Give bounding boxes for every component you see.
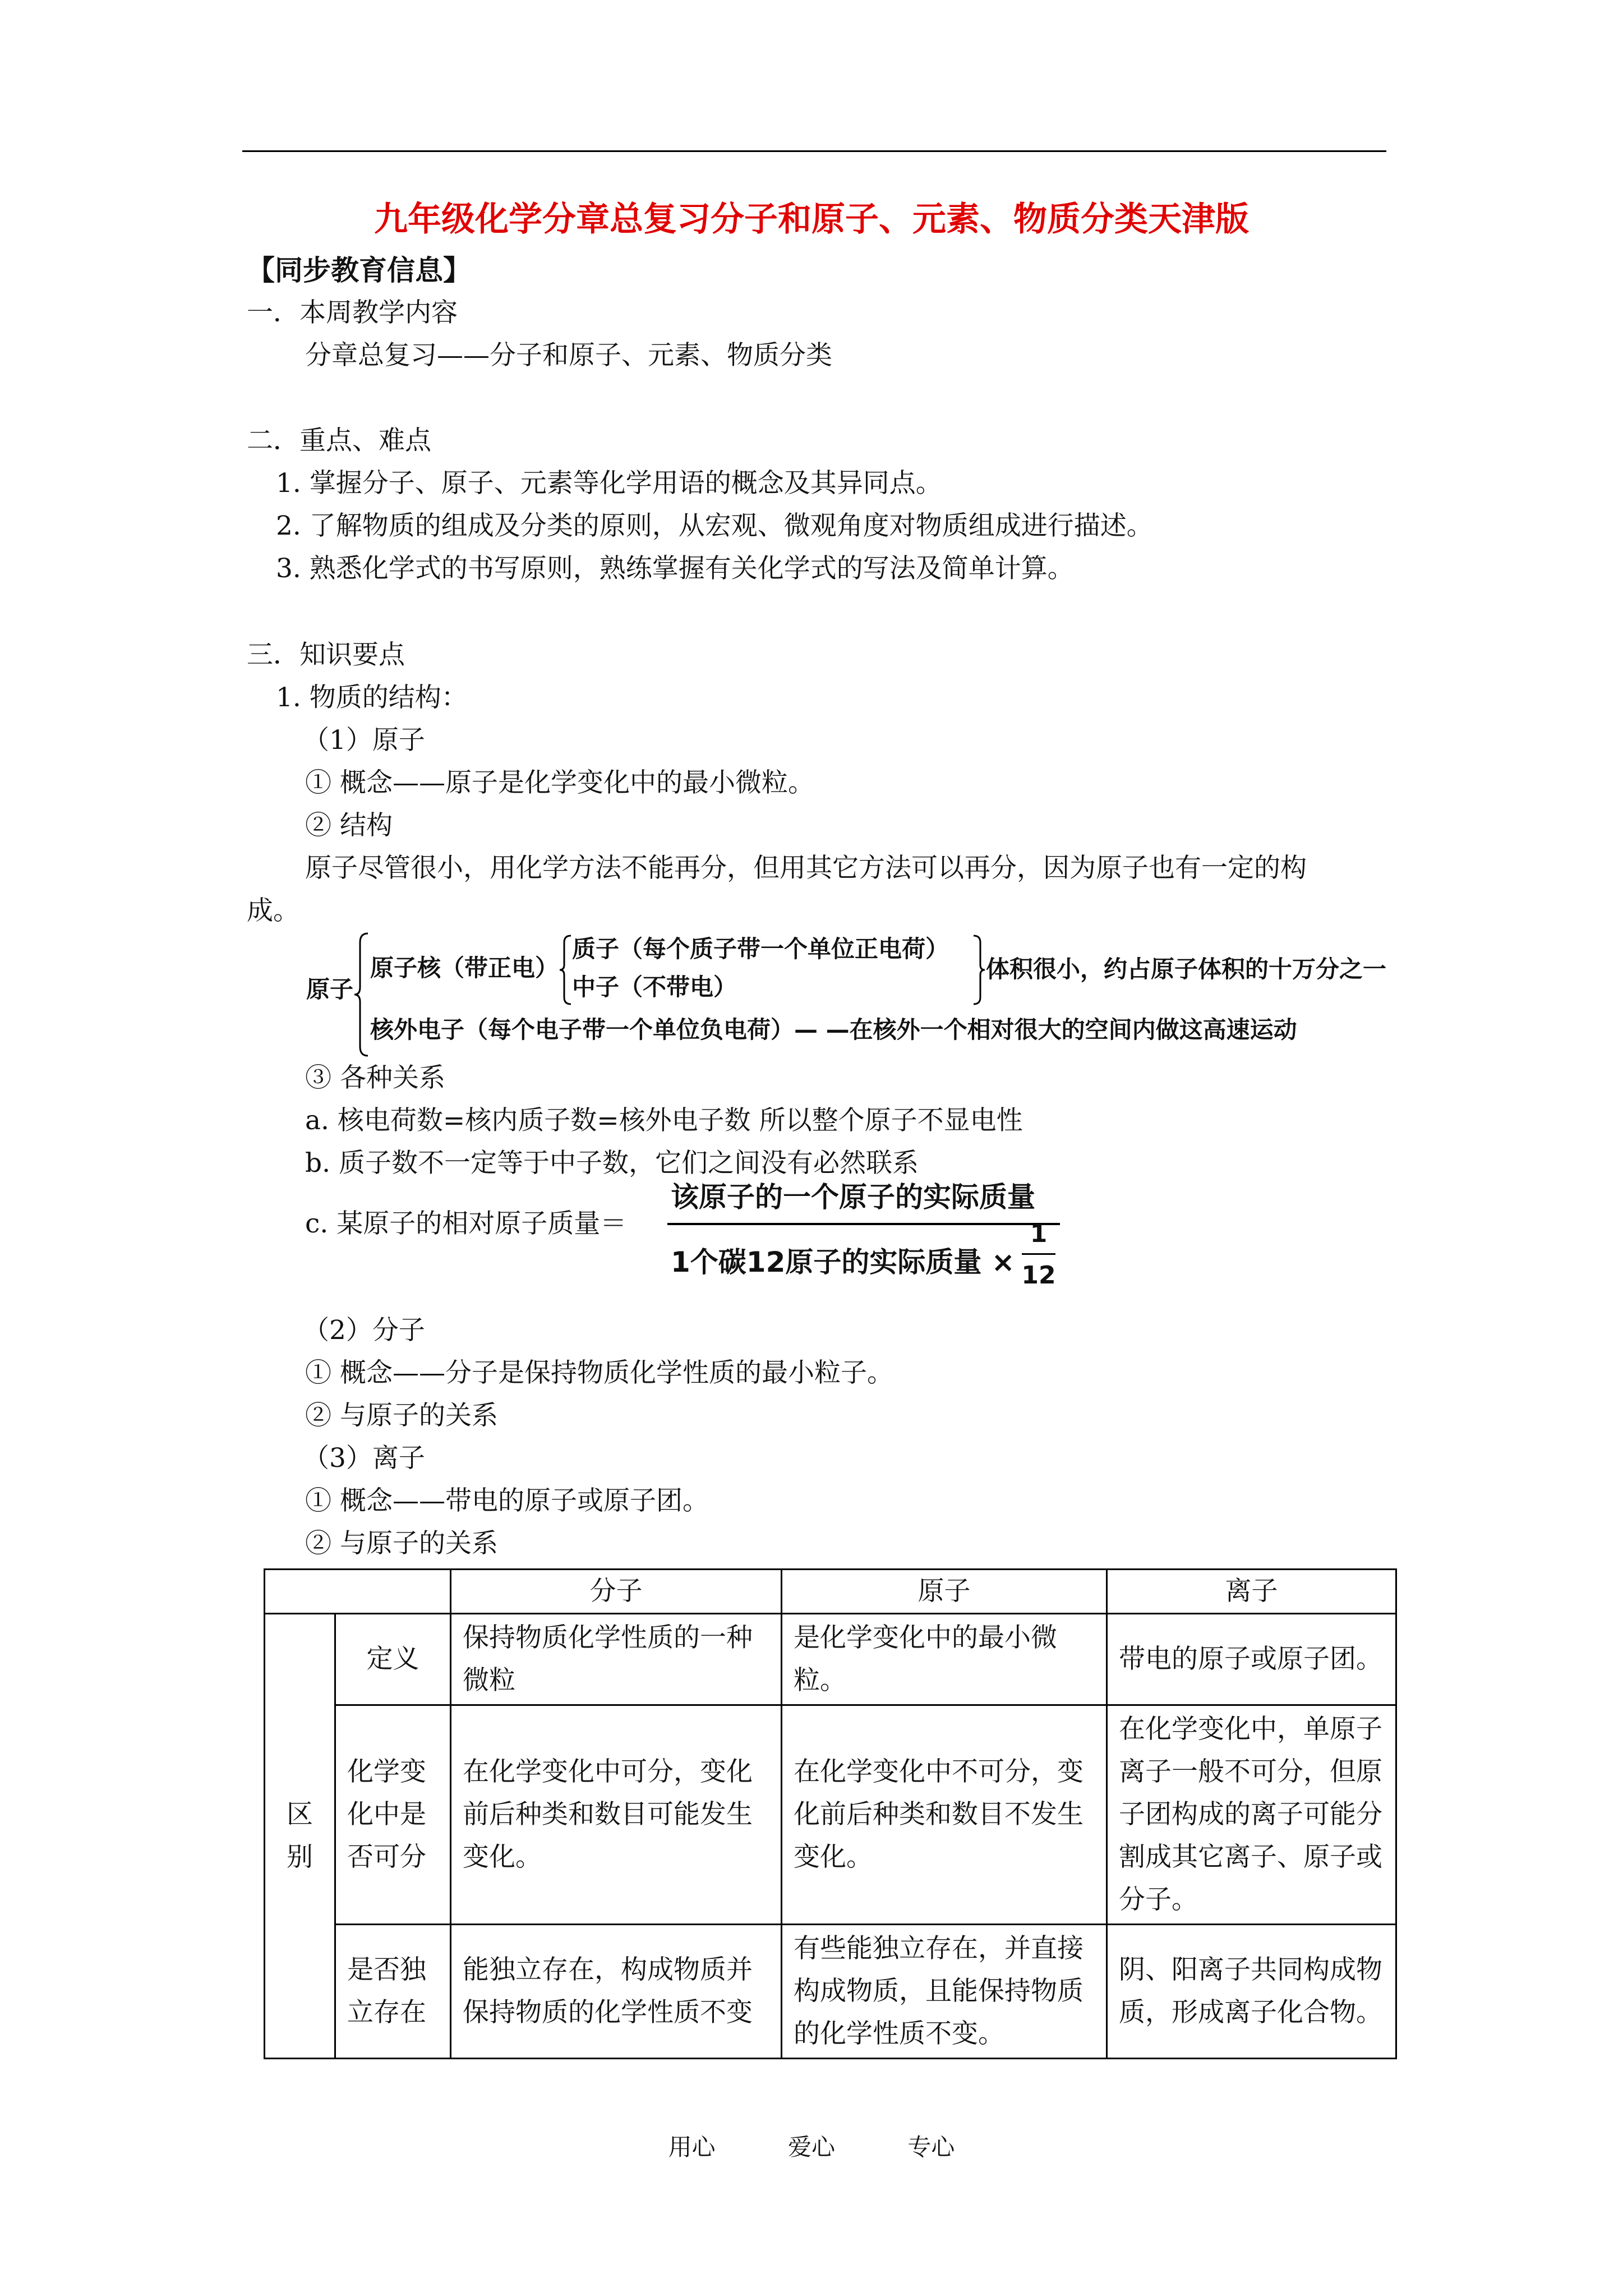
- relation-c-label: c. 某原子的相对原子质量＝: [305, 1208, 627, 1239]
- table-row: [265, 1614, 1396, 1705]
- page-footer: [0, 2132, 1623, 2163]
- table-row: [265, 1705, 1396, 1925]
- table-cell: 能独立存在，构成物质并保持物质的化学性质不变: [451, 1925, 782, 2059]
- ion-relation: ② 与原子的关系: [305, 1528, 498, 1559]
- section-header: 【同步教育信息】: [247, 254, 471, 287]
- table-header-cell: 离子: [1107, 1570, 1396, 1614]
- table-row: [265, 1925, 1396, 2059]
- diagram-nucleus-note: 体积很小，约占原子体积的十万分之一: [986, 955, 1387, 983]
- table-cell: 保持物质化学性质的一种微粒: [451, 1614, 782, 1705]
- table-row-label: 是否独立存在: [335, 1925, 451, 2059]
- table-cell: 是化学变化中的最小微粒。: [782, 1614, 1107, 1705]
- table-header-cell: 原子: [782, 1570, 1107, 1614]
- diagram-nucleus-brace: [559, 933, 572, 1006]
- footer-word: 爱心: [787, 2133, 835, 2161]
- ion-heading: （3）离子: [303, 1443, 425, 1474]
- table-row-label: 化学变化中是否可分: [335, 1705, 451, 1925]
- footer-word: 用心: [668, 2133, 716, 2161]
- molecule-heading: （2）分子: [303, 1315, 425, 1346]
- formula-small-denominator: 12: [1021, 1261, 1056, 1290]
- top-rule: [242, 150, 1386, 152]
- diagram-left-brace: [353, 931, 370, 1058]
- relations-heading: ③ 各种关系: [305, 1062, 445, 1093]
- section-2-item-2: 2. 了解物质的组成及分类的原则，从宏观、微观角度对物质组成进行描述。: [276, 510, 1153, 541]
- section-2-heading: 二．重点、难点: [247, 425, 431, 456]
- table-cell: 有些能独立存在，并直接构成物质，且能保持物质的化学性质不变。: [782, 1925, 1107, 2059]
- section-3-heading: 三．知识要点: [247, 639, 405, 670]
- table-cell: 阴、阳离子共同构成物质，形成离子化合物。: [1107, 1925, 1396, 2059]
- diagram-proton: 质子（每个质子带一个单位正电荷）: [572, 935, 949, 963]
- table-cell: 在化学变化中可分，变化前后种类和数目可能发生变化。: [451, 1705, 782, 1925]
- document-title: 九年级化学分章总复习分子和原子、元素、物质分类天津版: [374, 200, 1249, 239]
- table-header-row: [265, 1570, 1396, 1614]
- table-row-label: 定义: [335, 1614, 451, 1705]
- molecule-concept: ① 概念——分子是保持物质化学性质的最小粒子。: [305, 1358, 893, 1388]
- atom-structure-paragraph-line-2: 成。: [247, 895, 299, 926]
- structure-heading: 1. 物质的结构：: [276, 682, 468, 713]
- formula-fraction-bar: [667, 1223, 1060, 1225]
- section-2-item-3: 3. 熟悉化学式的书写原则，熟练掌握有关化学式的写法及简单计算。: [276, 553, 1074, 584]
- ion-concept: ① 概念——带电的原子或原子团。: [305, 1485, 709, 1516]
- section-1-heading: 一．本周教学内容: [247, 297, 458, 328]
- formula-numerator: 该原子的一个原子的实际质量: [671, 1181, 1035, 1213]
- atom-structure-paragraph-line-1: 原子尽管很小，用化学方法不能再分，但用其它方法可以再分，因为原子也有一定的构: [305, 853, 1307, 884]
- table-cell: 在化学变化中，单原子离子一般不可分，但原子团构成的离子可能分割成其它离子、原子或分子。: [1107, 1705, 1396, 1925]
- formula-denominator: 1个碳12原子的实际质量 ×: [671, 1246, 1015, 1278]
- section-2-item-1: 1. 掌握分子、原子、元素等化学用语的概念及其异同点。: [276, 468, 942, 499]
- atom-concept: ① 概念——原子是化学变化中的最小微粒。: [305, 767, 814, 798]
- table-header-cell: [265, 1570, 451, 1614]
- diagram-atom-label: 原子: [306, 976, 354, 1003]
- table-cell: 在化学变化中不可分，变化前后种类和数目不发生变化。: [782, 1705, 1107, 1925]
- relation-b: b. 质子数不一定等于中子数，它们之间没有必然联系: [305, 1148, 919, 1179]
- section-1-body: 分章总复习——分子和原子、元素、物质分类: [305, 340, 832, 371]
- table-cell: 带电的原子或原子团。: [1107, 1614, 1396, 1705]
- formula-small-fraction-bar: [1022, 1253, 1055, 1255]
- atom-structure-heading: ② 结构: [305, 810, 393, 841]
- diagram-electron: 核外电子（每个电子带一个单位负电荷）— —在核外一个相对很大的空间内做这高速运动: [370, 1016, 1297, 1043]
- relation-a: a. 核电荷数=核内质子数=核外电子数 所以整个原子不显电性: [305, 1105, 1023, 1136]
- atom-heading: （1）原子: [303, 725, 425, 756]
- table-group-label: 区别: [265, 1614, 335, 2059]
- comparison-table: [264, 1568, 1397, 2059]
- molecule-relation: ② 与原子的关系: [305, 1400, 498, 1431]
- table-header-cell: 分子: [451, 1570, 782, 1614]
- diagram-nucleus: 原子核（带正电）: [370, 954, 559, 982]
- diagram-right-brace: [972, 933, 986, 1006]
- diagram-neutron: 中子（不带电）: [572, 973, 737, 1001]
- footer-word: 专心: [907, 2133, 955, 2161]
- formula-small-numerator: 1: [1030, 1220, 1048, 1248]
